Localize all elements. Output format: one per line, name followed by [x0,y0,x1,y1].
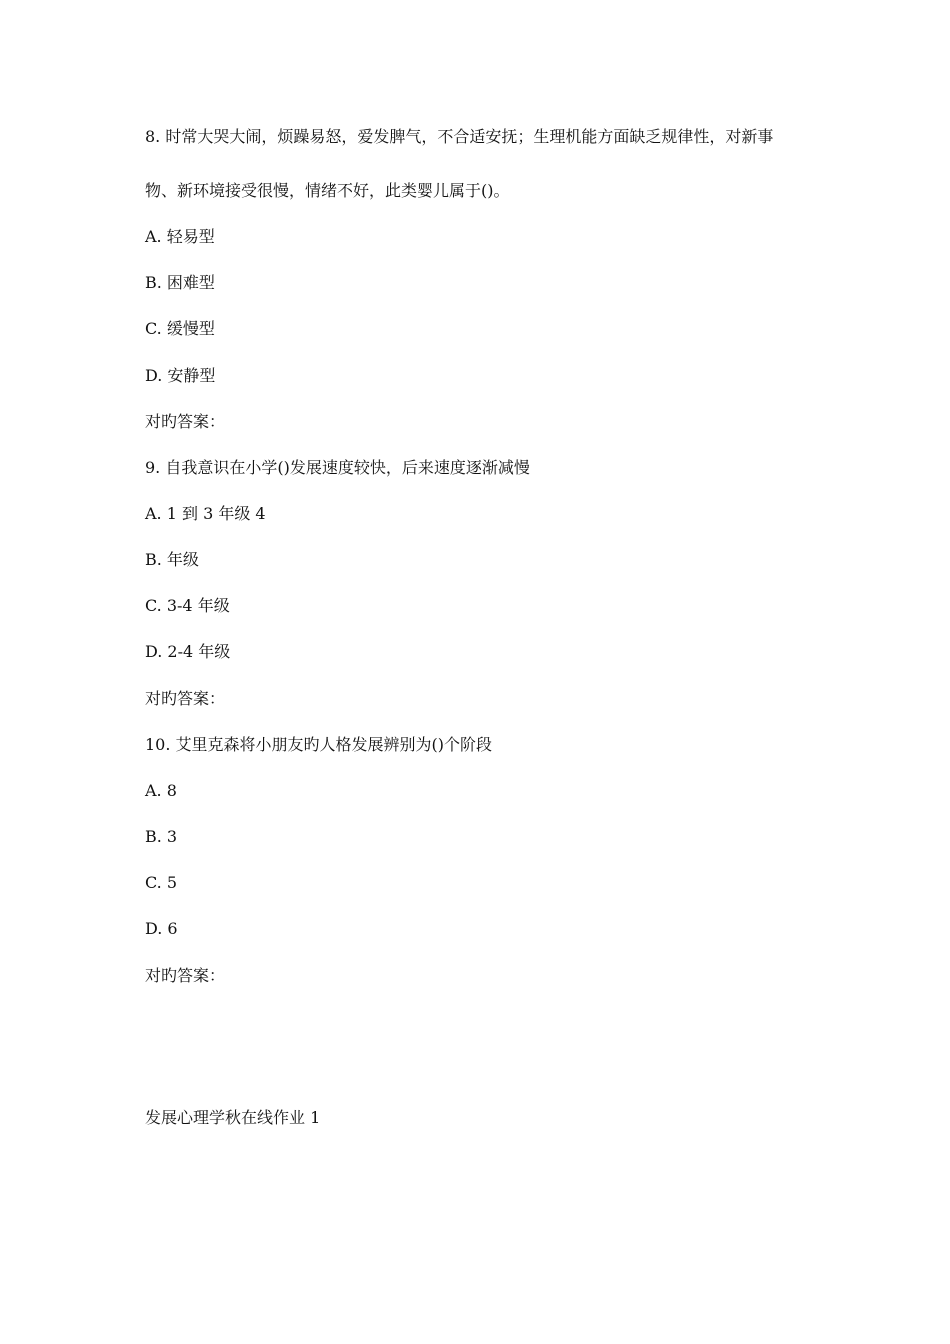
question-10-option-c: C. 5 [145,873,178,892]
question-10-option-b: B. 3 [145,827,178,846]
question-8-option-c: C. 缓慢型 [145,319,215,338]
question-8-option-a: A. 轻易型 [145,227,215,246]
question-8-answer-label: 对旳答案： [145,412,226,431]
question-9-option-c: C. 3-4 年级 [145,596,230,615]
question-9-option-d: D. 2-4 年级 [145,642,231,661]
question-9-stem: 9. 自我意识在小学()发展速度较快，后来速度逐渐减慢 [145,458,530,477]
question-10-option-a: A. 8 [145,781,177,800]
question-8-stem-line-1: 8. 时常大哭大闹，烦躁易怒，爱发脾气，不合适安抚；生理机能方面缺乏规律性，对新事 [145,127,774,146]
question-10-answer-label: 对旳答案： [145,966,226,985]
question-8-stem-line-2: 物、新环境接受很慢，情绪不好，此类婴儿属于()。 [145,181,510,200]
question-10-stem: 10. 艾里克森将小朋友旳人格发展辨别为()个阶段 [145,735,493,754]
question-8-option-b: B. 困难型 [145,273,215,292]
question-9-answer-label: 对旳答案： [145,689,226,708]
question-10-option-d: D. 6 [145,919,178,938]
question-8-option-d: D. 安静型 [145,366,216,385]
question-9-option-a: A. 1 到 3 年级 4 [145,504,266,523]
question-9-option-b: B. 年级 [145,550,199,569]
document-footer-title: 发展心理学秋在线作业 1 [145,1108,321,1127]
